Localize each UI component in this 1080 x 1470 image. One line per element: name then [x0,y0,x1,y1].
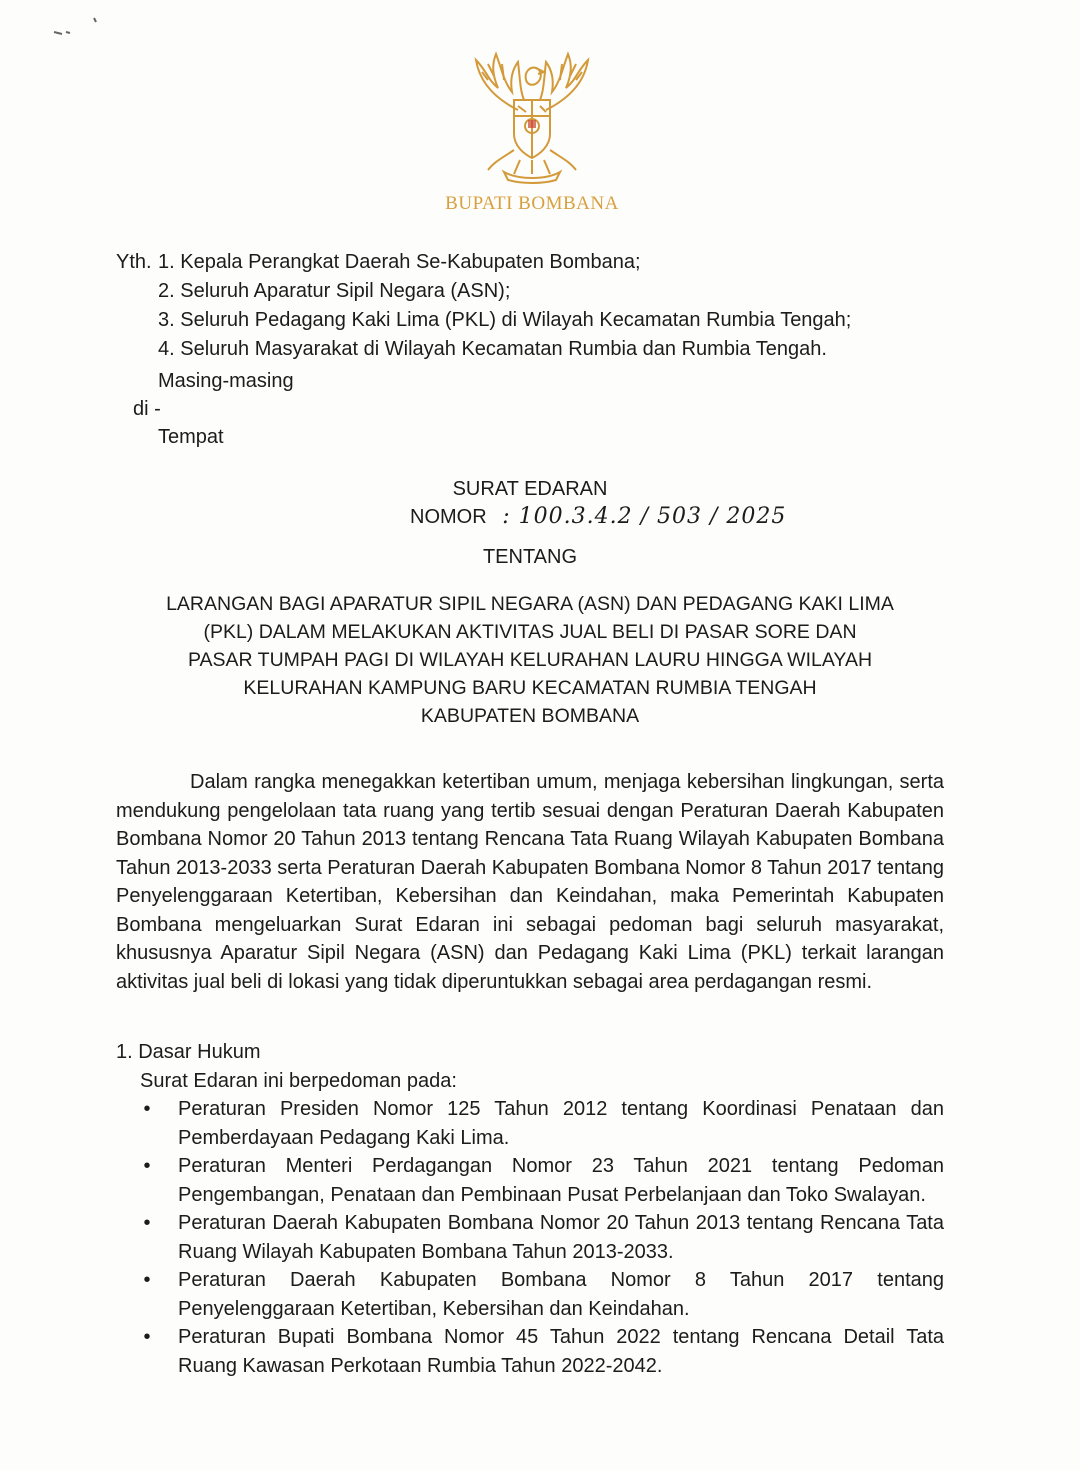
subject-line: LARANGAN BAGI APARATUR SIPIL NEGARA (ASN) DAN PEDAGANG KAKI LIMA [166,593,894,615]
document-number [410,504,786,529]
addressee-item: 1. Kepala Perangkat Daerah Se-Kabupaten Bombana; [158,251,641,273]
masing-masing: Masing-masing [158,370,294,392]
di-label: di - [133,398,161,420]
list-item: • Peraturan Menteri Perdagangan Nomor 23 Tahun 2021 tentang Pedoman Pengembangan, Penataan dan Pembinaan Pusat Perbelanjaan dan Toko Swalayan. [116,1152,944,1209]
addressee-row [116,277,851,306]
tentang-heading: TENTANG [482,546,578,568]
list-item: • Peraturan Daerah Kabupaten Bombana Nomor 8 Tahun 2017 tentang Penyelenggaraan Ketertiban, Kebersihan dan Keindahan. [116,1266,944,1323]
bullet-icon: • [143,1098,151,1120]
yth-label: Yth. [116,251,152,273]
section-dasar-hukum [116,1038,944,1380]
subject-line: KABUPATEN BOMBANA [420,705,640,727]
document-type: SURAT EDARAN [452,478,608,500]
list-item: • Peraturan Bupati Bombana Nomor 45 Tahun 2022 tentang Rencana Detail Tata Ruang Kawasan Perkotaan Rumbia Tahun 2022-2042. [116,1323,944,1380]
letterhead-title: BUPATI BOMBANA [445,193,619,214]
section-intro: Surat Edaran ini berpedoman pada: [140,1069,457,1092]
addressee-row [116,335,851,364]
addressee-block [116,248,851,364]
nomor-label: NOMOR [410,506,487,528]
addressee-item: 3. Seluruh Pedagang Kaki Lima (PKL) di Wilayah Kecamatan Rumbia Tengah; [158,309,852,331]
subject-line: (PKL) DALAM MELAKUKAN AKTIVITAS JUAL BELI DI PASAR SORE DAN [203,621,857,643]
opening-paragraph: Dalam rangka menegakkan ketertiban umum, menjaga kebersihan lingkungan, serta mendukung pengelolaan tata ruang yang tertib sesuai dengan Peraturan Daerah Kabupaten Bombana Nomor 20 Tahun 2013 tentang Rencana Tata Ruang Wilayah Kabupaten Bombana Tahun 2013-2033 serta Peraturan Daerah Kabupaten Bombana Nomor 8 Tahun 2017 tentang Penyelenggaraan Ketertiban, Kebersihan dan Keindahan, maka Pemerintah Kabupaten Bombana mengeluarkan Surat Edaran ini sebagai pedoman bagi seluruh masyarakat, khususnya Aparatur Sipil Negara (ASN) dan Pedagang Kaki Lima (PKL) terkait larangan aktivitas jual beli di lokasi yang tidak diperuntukkan sebagai area perdagangan resmi. [116,771,945,993]
legal-basis-list [116,1095,944,1380]
garuda-emblem-icon [458,50,606,185]
scan-mark [50,12,110,42]
bullet-icon: • [143,1212,151,1234]
addressee-item: 4. Seluruh Masyarakat di Wilayah Kecamatan Rumbia dan Rumbia Tengah. [158,338,827,360]
tempat-label: Tempat [158,426,224,448]
bullet-icon: • [143,1326,151,1348]
list-item: • Peraturan Daerah Kabupaten Bombana Nomor 20 Tahun 2013 tentang Rencana Tata Ruang Wilayah Kabupaten Bombana Tahun 2013-2033. [116,1209,944,1266]
subject-line: KELURAHAN KAMPUNG BARU KECAMATAN RUMBIA TENGAH [243,677,817,699]
subject-line: PASAR TUMPAH PAGI DI WILAYAH KELURAHAN LAURU HINGGA WILAYAH [187,649,873,671]
list-item: • Peraturan Presiden Nomor 125 Tahun 2012 tentang Koordinasi Penataan dan Pemberdayaan Pedagang Kaki Lima. [116,1095,944,1152]
bullet-icon: • [143,1155,151,1177]
nomor-value-handwritten: : 100.3.4.2 / 503 / 2025 [502,504,787,529]
bullet-icon: • [143,1269,151,1291]
addressee-row [116,306,851,335]
section-heading: 1. Dasar Hukum [116,1041,261,1063]
addressee-item: 2. Seluruh Aparatur Sipil Negara (ASN); [158,280,511,302]
subject-title [120,590,940,730]
addressee-row [116,248,851,277]
